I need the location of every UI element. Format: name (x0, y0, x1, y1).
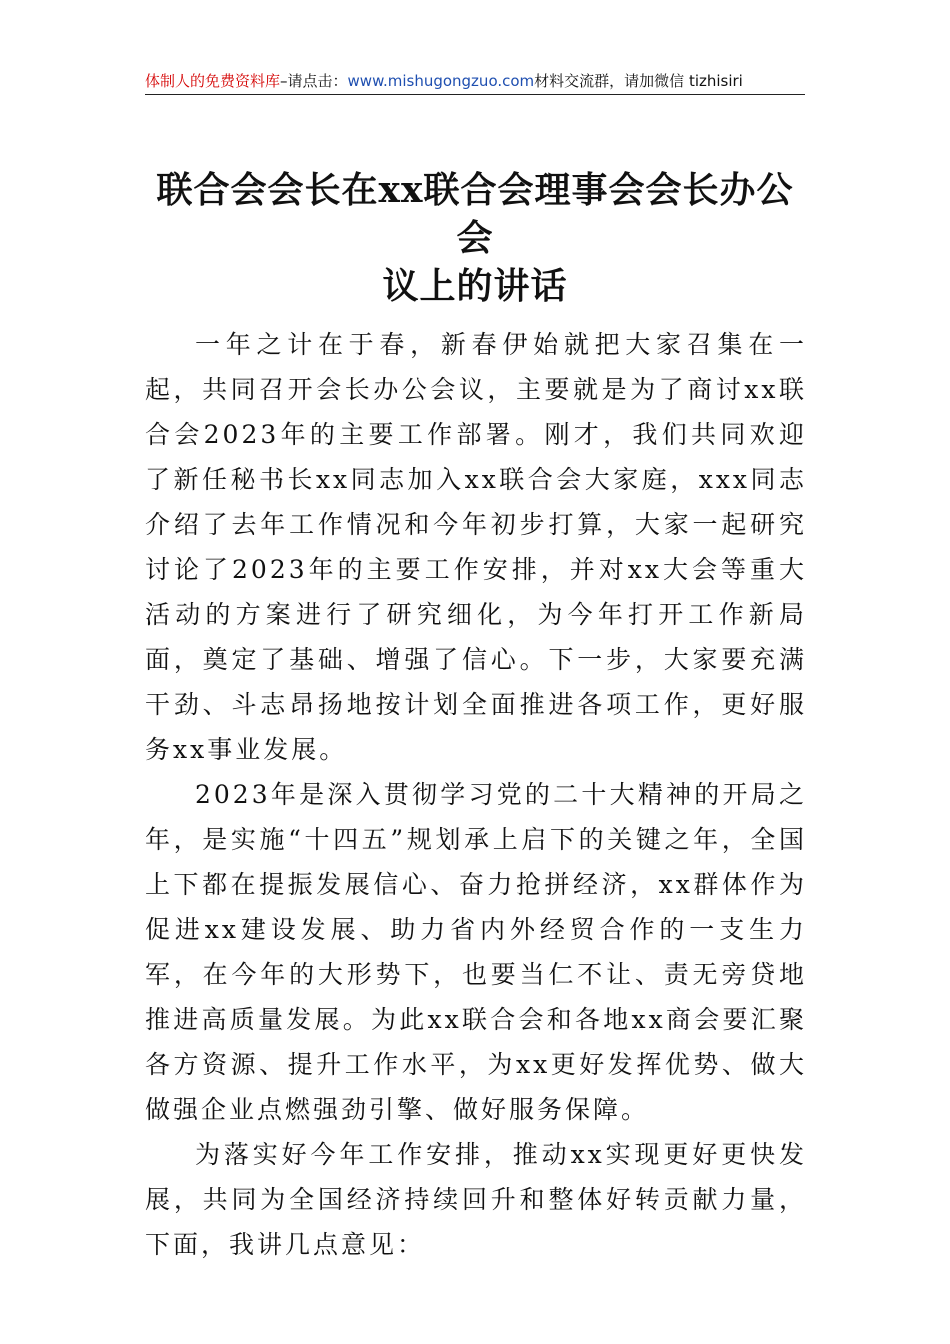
paragraph-3: 为落实好今年工作安排，推动xx实现更好更快发展，共同为全国经济持续回升和整体好转贡献力量，下面，我讲几点意见： (145, 1140, 807, 1259)
paragraph-2: 2023年是深入贯彻学习党的二十大精神的开局之年，是实施“十四五”规划承上启下的关键之年，全国上下都在提振发展信心、奋力抢拼经济，xx群体作为促进xx建设发展、助力省内外经贸合作的一支生力军，在今年的大形势下，也要当仁不让、责无旁贷地推进高质量发展。为此xx联合会和各地xx商会要汇聚各方资源、提升工作水平，为xx更好发挥优势、做大做强企业点燃强劲引擎、做好服务保障。 (145, 780, 807, 1124)
header-contact-note: 材料交流群，请加微信 tizhisiri (534, 72, 743, 90)
title-line-2: 议上的讲话 (382, 265, 568, 307)
title-line-1: 联合会会长在xx联合会理事会会长办公会 (156, 169, 794, 259)
header-brand: 体制人的免费资料库 (145, 72, 281, 90)
document-title (145, 166, 805, 310)
paragraph-1: 一年之计在于春，新春伊始就把大家召集在一起，共同召开会长办公会议，主要就是为了商讨xx联合会2023年的主要工作部署。刚才，我们共同欢迎了新任秘书长xx同志加入xx联合会大家庭，xxx同志介绍了去年工作情况和今年初步打算，大家一起研究讨论了2023年的主要工作安排，并对xx大会等重大活动的方案进行了研究细化，为今年打开工作新局面，奠定了基础、增强了信心。下一步，大家要充满干劲、斗志昂扬地按计划全面推进各项工作，更好服务xx事业发展。 (145, 330, 807, 764)
document-body (145, 322, 807, 1267)
page-header (145, 70, 805, 95)
header-url-link[interactable]: www.mishugongzuo.com (347, 72, 535, 90)
header-prompt: –请点击： (280, 72, 348, 90)
